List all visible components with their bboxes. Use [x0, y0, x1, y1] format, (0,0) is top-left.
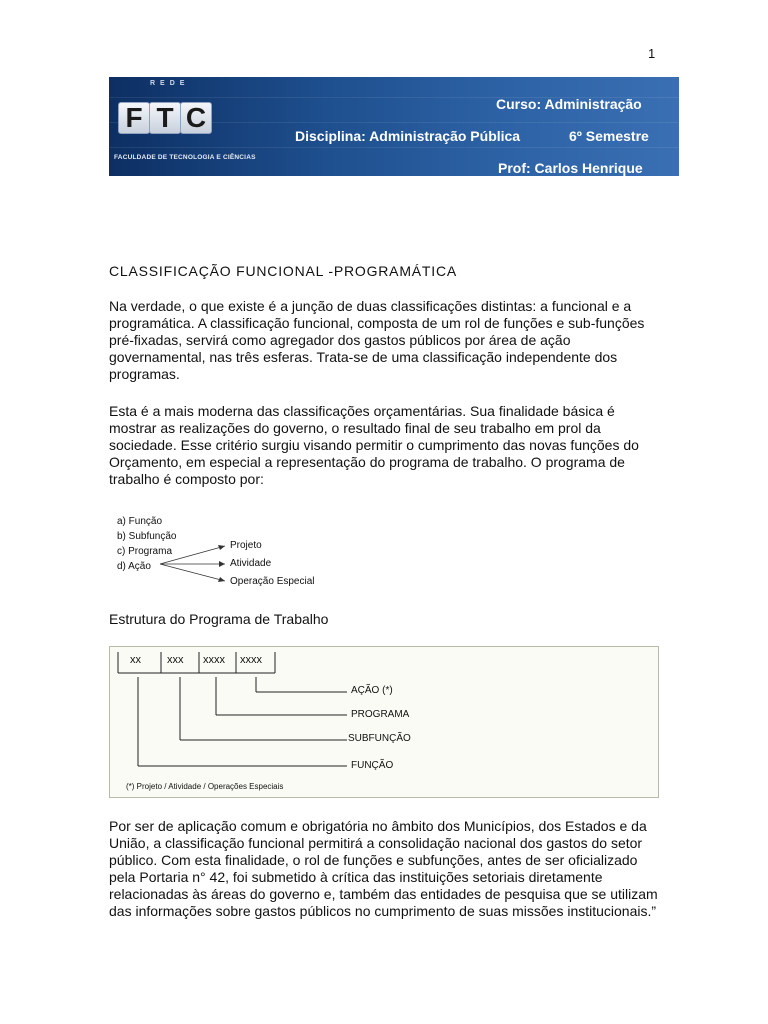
semester-label: 6º Semestre — [569, 128, 649, 144]
label-programa: PROGRAMA — [351, 709, 410, 720]
structure-lines — [110, 647, 658, 797]
paragraph-1-text: Na verdade, o que existe é a junção de duas classificações distintas: a funcional e a programática. A classificação funcional, composta de um rol de funções e sub-funções pré-fixadas, servirá como agregador dos gastos públicos por área de ação governamental, nas três esferas. Trata-se de uma classificação independente dos programas. — [109, 298, 645, 382]
work-program-structure-diagram — [109, 646, 659, 798]
list-item: c) Programa — [117, 546, 173, 557]
paragraph-3-text: Por ser de aplicação comum e obrigatória no âmbito dos Municípios, dos Estados e da União, a classificação funcional permitirá a consolidação nacional dos gastos do setor público. Com esta finalidade, o rol de funções e subfunções, antes de ser oficializado pela Portaria n° 42, foi submetido à crítica das instituições setoriais diretamente relacionadas às áreas do governo e, também das entidades de pesquisa que se utilizam das informações sobre gastos públicos no cumprimento de suas missões institucionais.” — [109, 818, 658, 919]
code-funcao: xx — [130, 654, 141, 666]
action-branch-arrows — [155, 540, 235, 590]
label-funcao: FUNÇÃO — [351, 760, 394, 771]
code-programa: xxxx — [203, 654, 225, 666]
branch-projeto: Projeto — [230, 540, 262, 551]
course-label: Curso: Administração — [496, 96, 642, 112]
discipline-label: Disciplina: Administração Pública — [295, 128, 521, 144]
logo-subtitle: FACULDADE DE TECNOLOGIA E CIÊNCIAS — [114, 154, 256, 161]
list-item: a) Função — [117, 516, 163, 527]
document-title: CLASSIFICAÇÃO FUNCIONAL -PROGRAMÁTICA — [109, 263, 458, 279]
professor-label: Prof: Carlos Henrique — [498, 160, 643, 176]
paragraph-3 — [109, 818, 661, 920]
branch-atividade: Atividade — [230, 558, 272, 569]
logo-letter-t: T — [149, 102, 181, 134]
label-acao: AÇÃO (*) — [351, 685, 393, 696]
paragraph-2 — [109, 403, 661, 488]
code-acao: xxxx — [240, 654, 262, 666]
logo-letter-f: F — [118, 102, 150, 134]
label-subfuncao: SUBFUNÇÃO — [348, 733, 411, 744]
diagram-footnote: (*) Projeto / Atividade / Operações Especiais — [126, 782, 284, 791]
logo-rede-text: REDE — [150, 80, 190, 87]
logo-letter-c: C — [180, 102, 212, 134]
structure-heading: Estrutura do Programa de Trabalho — [109, 611, 329, 627]
branch-operacao-especial: Operação Especial — [230, 576, 315, 587]
paragraph-2-text: Esta é a mais moderna das classificações orçamentárias. Sua finalidade básica é mostrar as realizações do governo, o resultado final de seu trabalho em prol da sociedade. Esse critério surgiu visando permitir o cumprimento das novas funções do Orçamento, em especial a representação do programa de trabalho. O programa de trabalho é composto por: — [109, 403, 639, 487]
list-item: d) Ação — [117, 561, 151, 572]
paragraph-1 — [109, 298, 661, 383]
list-item: b) Subfunção — [117, 531, 177, 542]
code-subfuncao: xxx — [167, 654, 184, 666]
page-number: 1 — [648, 46, 656, 61]
